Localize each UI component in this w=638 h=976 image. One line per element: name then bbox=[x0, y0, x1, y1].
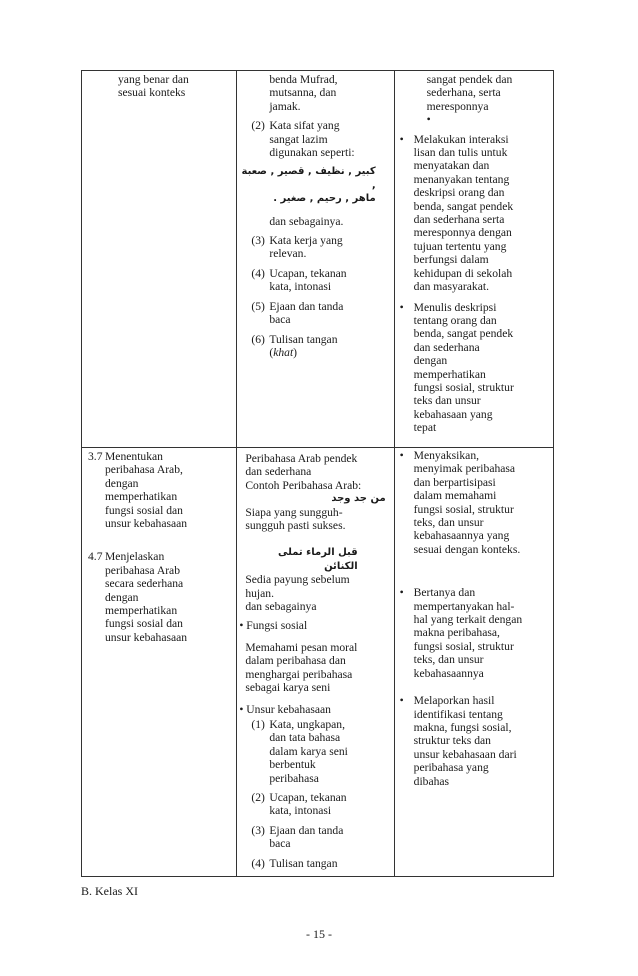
competency-code: 3.7 bbox=[88, 450, 103, 463]
arabic-text: كبير , نظيف , قصير , صعبة , bbox=[241, 166, 376, 191]
text-line: dan sebagainya bbox=[245, 600, 317, 614]
table-row bbox=[82, 71, 554, 448]
list-item: (2) Kata sifat yang sangat lazim digunakan seperti: bbox=[251, 119, 355, 160]
bullet-list bbox=[395, 133, 553, 435]
competency-4-7: 4.7 Menjelaskan peribahasa Arab secara sederhana dengan memperhatikan fungsi sosial dan unsur kebahasaan bbox=[88, 550, 188, 644]
text-line: dan sederhana bbox=[245, 465, 312, 479]
text-line: hujan. bbox=[245, 586, 274, 600]
list-item: (4) Ucapan, tekanan kata, intonasi bbox=[251, 266, 347, 294]
numbered-list bbox=[237, 718, 391, 870]
list-item: (1) Kata, ungkapan, dan tata bahasa dalam karya seni berbentuk peribahasa bbox=[251, 717, 348, 785]
bullet-list bbox=[395, 449, 553, 788]
numbered-list bbox=[237, 234, 393, 359]
text-line: Peribahasa Arab pendek bbox=[245, 452, 358, 465]
table-row bbox=[82, 448, 554, 877]
unsur-kebahasaan-label: • Unsur kebahasaan bbox=[239, 702, 331, 716]
list-item: • Menulis deskripsi tentang orang dan benda, sangat pendek dan sederhana dengan memperhatikan fungsi sosial, struktur teks dan unsur kebahasaan yang tepat bbox=[399, 300, 514, 435]
competency-cell bbox=[82, 71, 237, 448]
italic-term: khat bbox=[273, 345, 294, 359]
curriculum-table bbox=[81, 70, 554, 877]
arabic-text: ماهر , رحيم , صغير . bbox=[273, 193, 376, 205]
bullet-marker: • bbox=[426, 113, 431, 127]
list-item: • Bertanya dan mempertanyakan hal- hal yang terkait dengan makna peribahasa, fungsi sosial, struktur teks, dan unsur kebahasaannya bbox=[399, 586, 523, 680]
list-item: (6) Tulisan tangan (khat) bbox=[251, 332, 338, 359]
list-item: (4) Tulisan tangan bbox=[251, 856, 338, 870]
text-line: jamak. bbox=[269, 99, 301, 113]
text-line: Contoh Peribahasa Arab: bbox=[245, 478, 362, 492]
text-line: Sedia payung sebelum bbox=[245, 573, 350, 587]
list-item: • Melaporkan hasil identifikasi tentang makna, fungsi sosial, struktur teks dan unsur kebahasaan dari peribahasa yang dibahas bbox=[399, 694, 517, 788]
text-line: dan sebagainya. bbox=[269, 214, 344, 228]
list-item: • Menyaksikan, menyimak peribahasa dan berpartisipasi dalam memahami fungsi sosial, struktur teks, dan unsur kebahasaannya yang sesuai dengan konteks. bbox=[399, 449, 521, 556]
text-line: sungguh pasti sukses. bbox=[245, 519, 346, 533]
arabic-proverb: قبل الرماء تملى الكنائن bbox=[278, 547, 358, 572]
competency-cell bbox=[82, 448, 237, 877]
text-line: yang benar dan bbox=[118, 73, 189, 86]
material-cell bbox=[237, 448, 394, 877]
text-line: benda Mufrad, bbox=[269, 73, 338, 86]
list-item: (5) Ejaan dan tanda baca bbox=[251, 299, 344, 327]
list-item: (3) Kata kerja yang relevan. bbox=[251, 234, 343, 261]
text-line: mutsanna, dan bbox=[269, 86, 337, 100]
competency-code: 4.7 bbox=[88, 550, 103, 564]
text-line: sangat pendek dan bbox=[426, 73, 513, 86]
activity-cell bbox=[394, 71, 553, 448]
list-item: (2) Ucapan, tekanan kata, intonasi bbox=[251, 790, 347, 818]
competency-3-7: 3.7 Menentukan peribahasa Arab, dengan memperhatikan fungsi sosial dan unsur kebahasaan bbox=[88, 450, 188, 531]
text-line: meresponnya bbox=[426, 99, 489, 113]
arabic-proverb: من جد وجد bbox=[331, 493, 386, 505]
text-line: sesuai konteks bbox=[118, 86, 186, 100]
material-cell bbox=[237, 71, 394, 448]
list-item: • Melakukan interaksi lisan dan tulis untuk menyatakan dan menanyakan tentang deskripsi orang dan benda, sangat pendek dan sederhana serta meresponnya dengan tujuan tertentu yang berfungsi dalam kehidupan di sekolah dan masyarakat. bbox=[399, 132, 514, 294]
page-number: - 15 - bbox=[306, 927, 332, 941]
text-line: sederhana, serta bbox=[426, 86, 501, 100]
activity-cell bbox=[394, 448, 553, 877]
fungsi-sosial-text: Memahami pesan moral dalam peribahasa dan menghargai peribahasa sebagai karya seni bbox=[245, 640, 358, 695]
list-item: (3) Ejaan dan tanda baca bbox=[251, 823, 344, 851]
fungsi-sosial-label: • Fungsi sosial bbox=[239, 619, 308, 633]
section-heading: B. Kelas XI bbox=[81, 884, 138, 898]
numbered-list bbox=[237, 119, 393, 159]
text-line: Siapa yang sungguh- bbox=[245, 505, 343, 519]
